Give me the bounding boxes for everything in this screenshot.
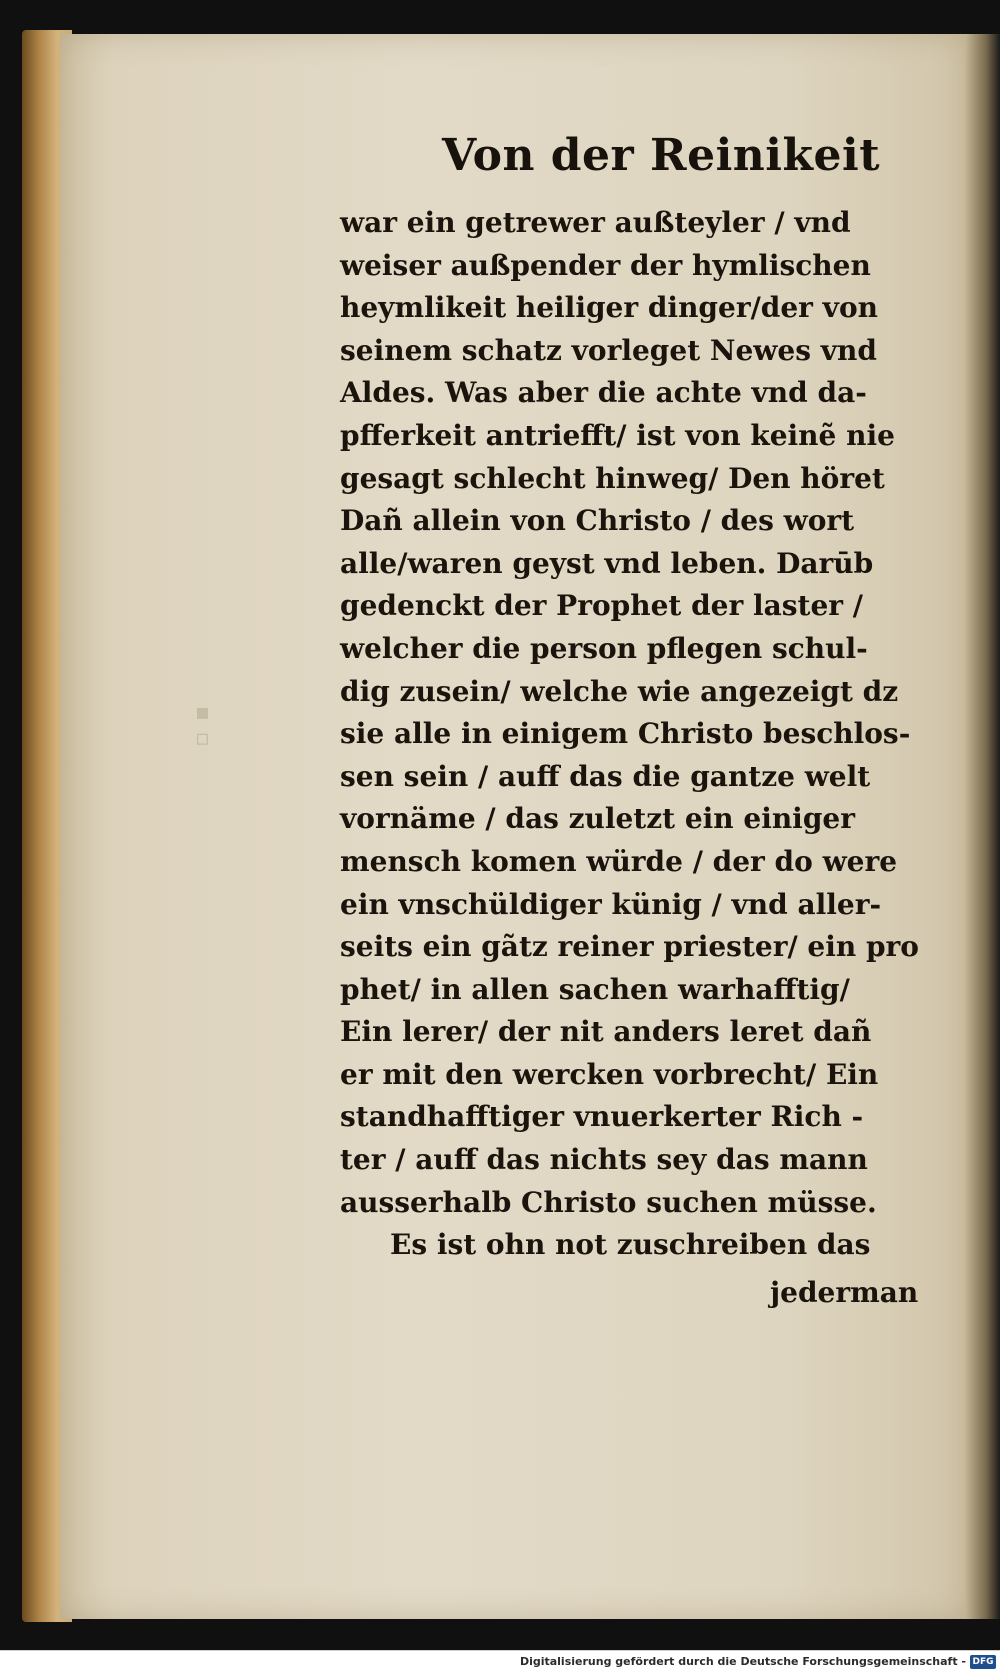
bleed-through-marks: ▪ ▫ bbox=[195, 700, 210, 751]
text-line: Aldes. Was aber die achte vnd da- bbox=[340, 376, 867, 410]
text-line: sen sein / auff das die gantze welt bbox=[340, 759, 871, 793]
text-line: mensch komen würde / der do were bbox=[340, 844, 898, 878]
body-text bbox=[340, 202, 940, 1267]
funding-credit: Digitalisierung gefördert durch die Deutsche Forschungsgemeinschaft - bbox=[519, 1655, 966, 1668]
text-line: Dañ allein von Christo / des wort bbox=[340, 504, 855, 538]
running-head: Von der Reinikeit bbox=[442, 130, 881, 181]
text-line: pfferkeit antriefft/ ist von keinẽ nie bbox=[340, 418, 895, 452]
text-line: ausserhalb Christo suchen müsse. bbox=[340, 1185, 877, 1219]
text-line: dig zusein/ welche wie angezeigt dz bbox=[340, 674, 899, 708]
text-line: heymlikeit heiliger dinger/der von bbox=[340, 291, 878, 325]
dfg-logo: DFG bbox=[970, 1655, 996, 1669]
text-line: weiser außpender der hymlischen bbox=[340, 248, 871, 282]
text-line: welcher die person pflegen schul- bbox=[340, 631, 868, 665]
text-line: phet/ in allen sachen warhafftig/ bbox=[340, 972, 850, 1006]
text-line: alle/waren geyst vnd leben. Darūb bbox=[340, 546, 874, 580]
text-line: standhafftiger vnuerkerter Rich - bbox=[340, 1100, 864, 1134]
text-line: ein vnschüldiger künig / vnd aller- bbox=[340, 887, 882, 921]
text-line: Ein lerer/ der nit anders leret dañ bbox=[340, 1015, 872, 1049]
text-line: gesagt schlecht hinweg/ Den höret bbox=[340, 461, 885, 495]
text-line: seits ein gãtz reiner priester/ ein pro bbox=[340, 930, 919, 964]
text-line: ter / auff das nichts sey das mann bbox=[340, 1143, 868, 1177]
text-line: war ein getrewer außteyler / vnd bbox=[340, 206, 851, 239]
catchword: jederman bbox=[770, 1276, 919, 1309]
text-line-paragraph-start: Es ist ohn not zuschreiben das bbox=[390, 1228, 871, 1262]
text-line: er mit den wercken vorbrecht/ Ein bbox=[340, 1057, 879, 1091]
text-line: seinem schatz vorleget Newes vnd bbox=[340, 333, 877, 367]
text-line: sie alle in einigem Christo beschlos- bbox=[340, 717, 911, 751]
digitization-footer bbox=[0, 1650, 1000, 1674]
text-line: gedenckt der Prophet der laster / bbox=[340, 589, 863, 623]
gutter-shadow bbox=[965, 34, 1000, 1619]
text-line: vornäme / das zuletzt ein einiger bbox=[340, 802, 855, 836]
